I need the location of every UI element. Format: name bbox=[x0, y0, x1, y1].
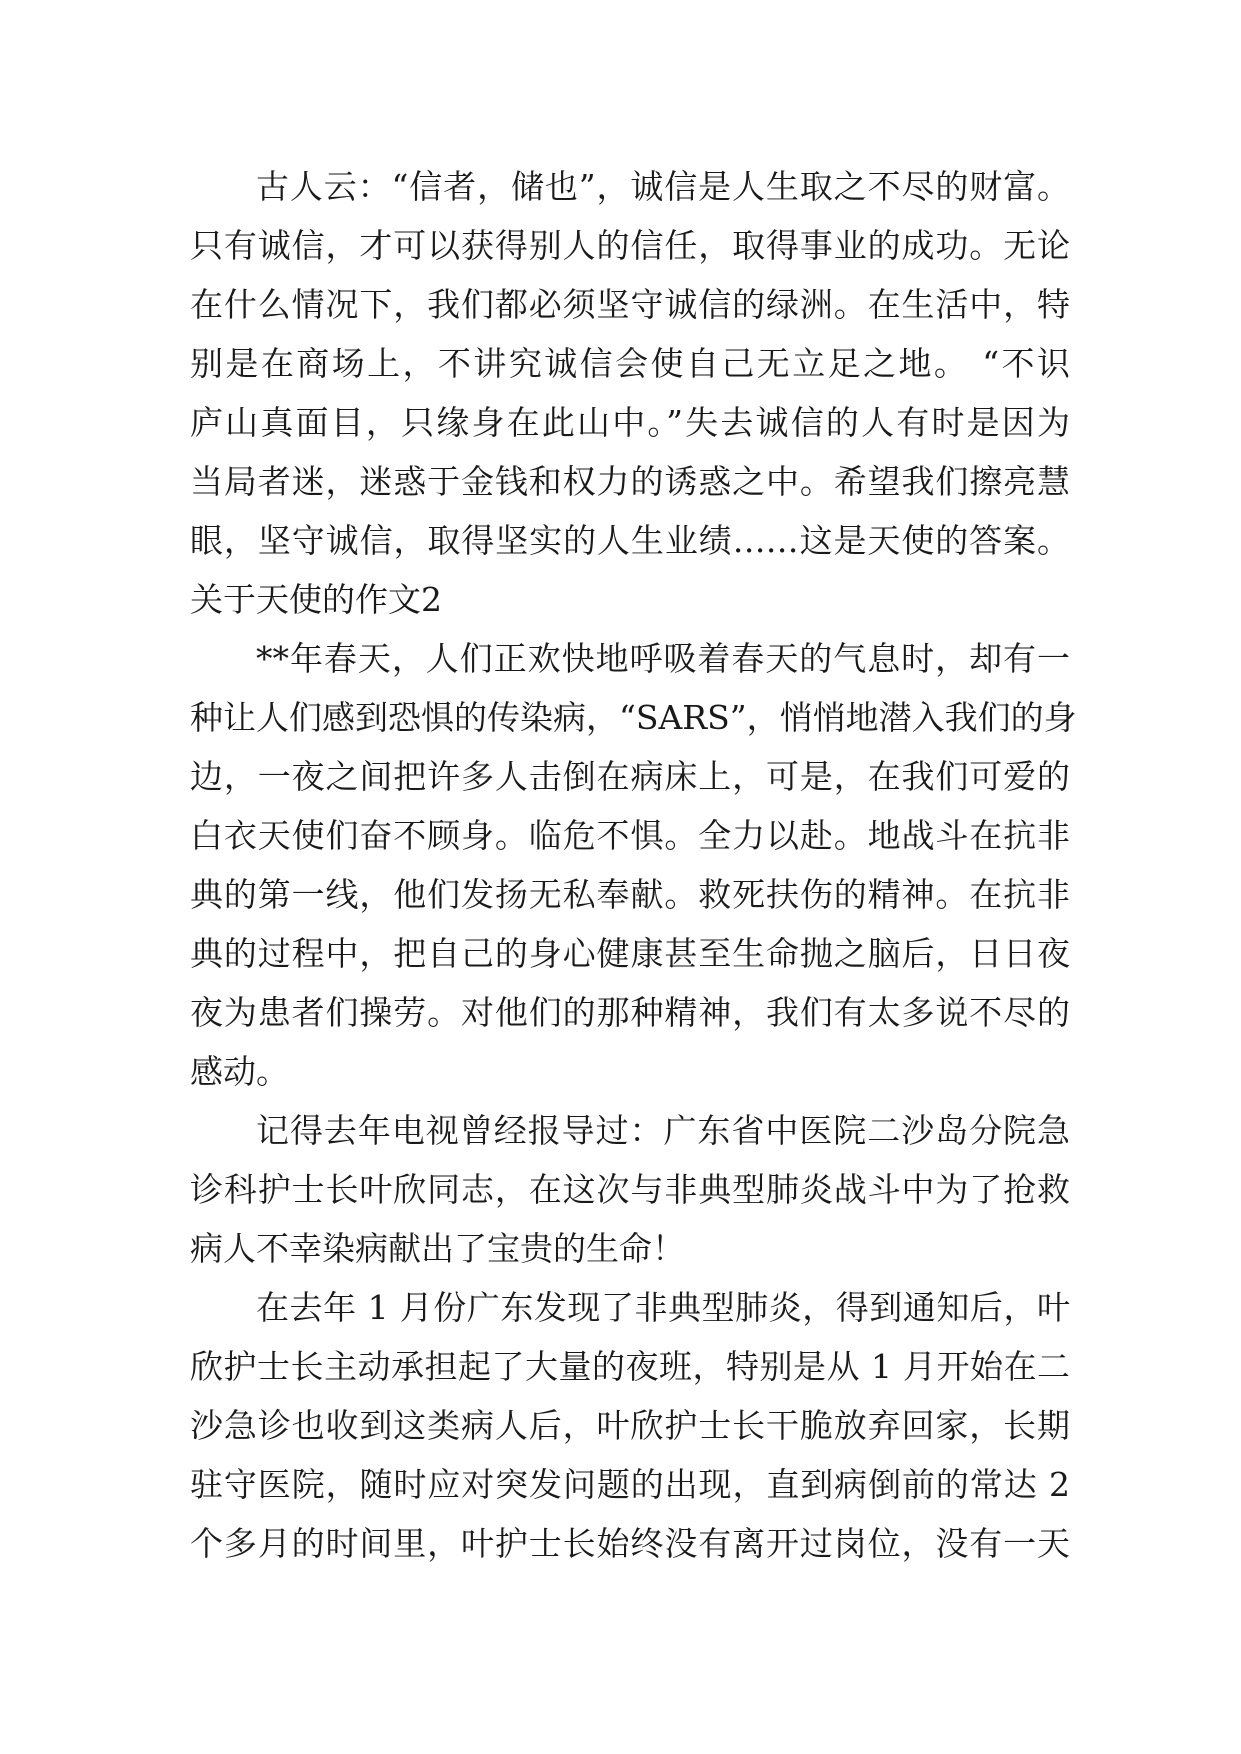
paragraph-line: 夜为患者们操劳。对他们的那种精神，我们有太多说不尽的 bbox=[190, 993, 1070, 1032]
paragraph-line: 驻守医院，随时应对突发问题的出现，直到病倒前的常达 2 bbox=[190, 1465, 1070, 1504]
paragraph-line: 古人云：“信者，储也”，诚信是人生取之不尽的财富。 bbox=[256, 167, 1070, 206]
paragraph-line: 只有诚信，才可以获得别人的信任，取得事业的成功。无论 bbox=[190, 226, 1070, 265]
paragraph-line: 欣护士长主动承担起了大量的夜班，特别是从 1 月开始在二 bbox=[190, 1347, 1070, 1386]
paragraph-line: 种让人们感到恐惧的传染病，“SARS”，悄悄地潜入我们的身 bbox=[190, 698, 1077, 737]
paragraph-line: 别是在商场上，不讲究诚信会使自己无立足之地。 “不识 bbox=[190, 344, 1070, 383]
paragraph-line: 感动。 bbox=[190, 1052, 289, 1091]
paragraph-line: **年春天，人们正欢快地呼吸着春天的气息时，却有一 bbox=[256, 639, 1070, 678]
paragraph-line: 庐山真面目，只缘身在此山中。”失去诚信的人有时是因为 bbox=[190, 403, 1070, 442]
section-heading: 关于天使的作文2 bbox=[190, 580, 442, 619]
paragraph-line: 当局者迷，迷惑于金钱和权力的诱惑之中。希望我们擦亮慧 bbox=[190, 462, 1070, 501]
paragraph-line: 典的过程中，把自己的身心健康甚至生命抛之脑后，日日夜 bbox=[190, 934, 1070, 973]
paragraph-line: 诊科护士长叶欣同志，在这次与非典型肺炎战斗中为了抢救 bbox=[190, 1170, 1070, 1209]
paragraph-line: 个多月的时间里，叶护士长始终没有离开过岗位，没有一天 bbox=[190, 1524, 1070, 1563]
paragraph-line: 在去年 1 月份广东发现了非典型肺炎，得到通知后，叶 bbox=[256, 1288, 1070, 1327]
paragraph-line: 白衣天使们奋不顾身。临危不惧。全力以赴。地战斗在抗非 bbox=[190, 816, 1070, 855]
paragraph-line: 记得去年电视曾经报导过：广东省中医院二沙岛分院急 bbox=[256, 1111, 1070, 1150]
paragraph-line: 病人不幸染病献出了宝贵的生命！ bbox=[190, 1229, 685, 1268]
paragraph-line: 边，一夜之间把许多人击倒在病床上，可是，在我们可爱的 bbox=[190, 757, 1070, 796]
paragraph-line: 在什么情况下，我们都必须坚守诚信的绿洲。在生活中，特 bbox=[190, 285, 1070, 324]
paragraph-line: 眼，坚守诚信，取得坚实的人生业绩……这是天使的答案。 bbox=[190, 521, 1070, 560]
paragraph-line: 典的第一线，他们发扬无私奉献。救死扶伤的精神。在抗非 bbox=[190, 875, 1070, 914]
paragraph-line: 沙急诊也收到这类病人后，叶欣护士长干脆放弃回家，长期 bbox=[190, 1406, 1070, 1445]
article-body bbox=[190, 157, 1077, 1573]
